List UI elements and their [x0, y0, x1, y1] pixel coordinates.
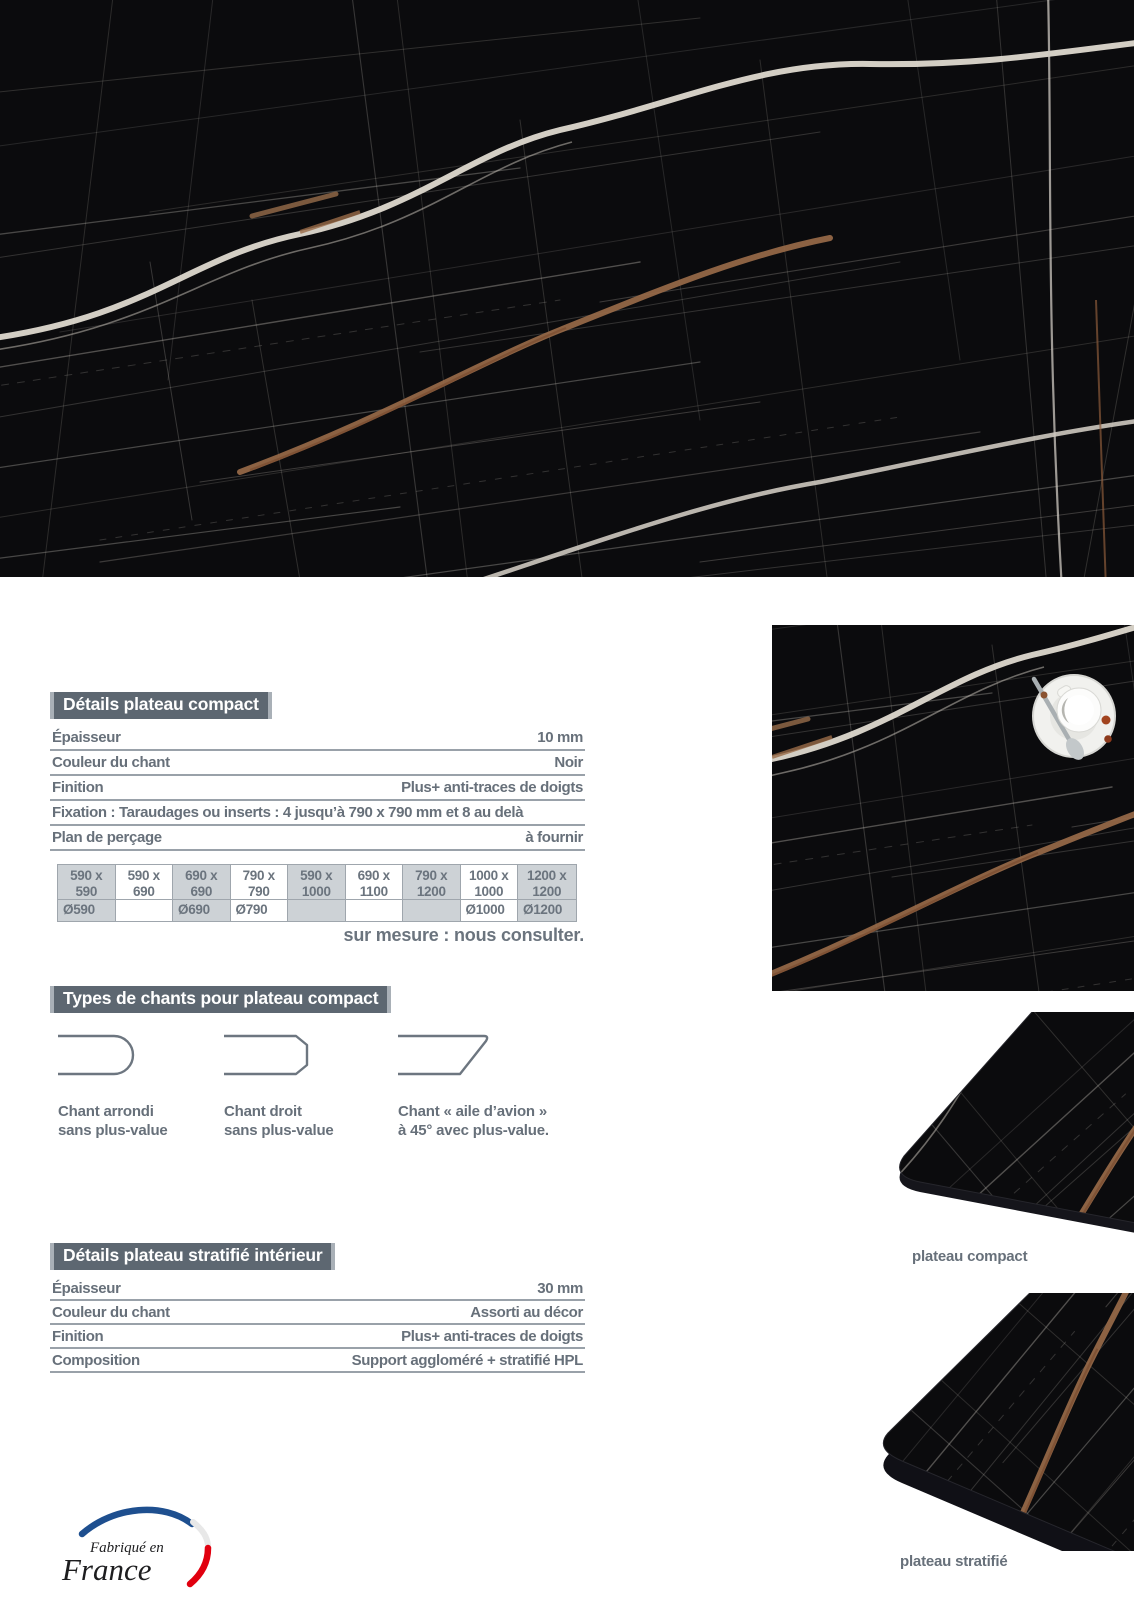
size-column: 590 x 690 [116, 865, 174, 921]
spec-value: Plus+ anti-traces de doigts [401, 779, 583, 796]
spec-label: Fixation : Taraudages ou inserts : 4 jusqu’à 790 x 790 mm et 8 au delà [52, 804, 524, 821]
spec-value: 10 mm [537, 729, 583, 746]
size-diameter: Ø790 [235, 902, 268, 917]
size-column: 690 x 690 Ø690 [173, 865, 231, 921]
chant-name: Chant arrondi [58, 1103, 154, 1120]
chant-detail: sans plus-value [58, 1122, 168, 1139]
plateau-compact-image [856, 1012, 1134, 1244]
spec-row [50, 1301, 585, 1325]
made-in-line1: Fabriqué en [90, 1540, 164, 1556]
spec-value: à fournir [525, 829, 583, 846]
spec-label: Couleur du chant [52, 1304, 170, 1321]
size-diameter: Ø1000 [465, 902, 505, 917]
spec-label: Finition [52, 1328, 104, 1345]
size-column: 590 x 590 Ø590 [58, 865, 116, 921]
size-diameter: Ø590 [63, 902, 95, 917]
size-diameter [346, 900, 403, 921]
chant-wing-icon [398, 1032, 498, 1078]
spec-row [50, 826, 585, 851]
spec-value: Noir [554, 754, 583, 771]
spec-label: Épaisseur [52, 1280, 121, 1297]
chant-detail: sans plus-value [224, 1122, 334, 1139]
spec-row [50, 751, 585, 776]
size-column: 590 x 1000 [288, 865, 346, 921]
size-diameter: Ø690 [178, 902, 210, 917]
spec-row [50, 776, 585, 801]
spec-row [50, 726, 585, 751]
chant-straight-icon [224, 1032, 316, 1078]
spec-value: Support aggloméré + stratifié HPL [351, 1352, 583, 1369]
sizes-table [57, 864, 577, 922]
custom-size-note: sur mesure : nous consulter. [343, 925, 584, 945]
size-column: 790 x 1200 [403, 865, 461, 921]
spec-row [50, 801, 585, 826]
caption-plateau-stratifie: plateau stratifié [900, 1553, 1008, 1570]
size-diameter [288, 900, 345, 921]
size-diameter: Ø1200 [523, 902, 563, 917]
chant-name: Chant « aile d’avion » [398, 1103, 547, 1120]
compact-details-title: Détails plateau compact [50, 692, 272, 719]
spec-value: 30 mm [537, 1280, 583, 1297]
chant-detail: à 45° avec plus-value. [398, 1122, 549, 1139]
spec-label: Épaisseur [52, 729, 121, 746]
chant-item-label [58, 1102, 238, 1140]
chant-rounded-icon [58, 1032, 150, 1078]
spec-value: Plus+ anti-traces de doigts [401, 1328, 583, 1345]
marble-swatch-cup-image [772, 625, 1134, 991]
size-column: 1000 x 1000 Ø1000 [461, 865, 519, 921]
chant-item-label [224, 1102, 404, 1140]
spec-row [50, 1277, 585, 1301]
chant-types-title: Types de chants pour plateau compact [50, 986, 391, 1013]
spec-label: Finition [52, 779, 104, 796]
made-in-line2: France [62, 1552, 152, 1587]
spec-label: Couleur du chant [52, 754, 170, 771]
spec-label: Composition [52, 1352, 140, 1369]
plateau-stratifie-image [850, 1293, 1134, 1551]
size-column: 690 x 1100 [346, 865, 404, 921]
spec-row [50, 1325, 585, 1349]
size-diameter [403, 900, 460, 921]
size-column: 790 x 790 Ø790 [231, 865, 289, 921]
stratifie-details-title: Détails plateau stratifié intérieur [50, 1243, 335, 1270]
compact-details-table [50, 726, 585, 851]
stratifie-details-table [50, 1277, 585, 1373]
spec-value: Assorti au décor [470, 1304, 583, 1321]
caption-plateau-compact: plateau compact [912, 1248, 1028, 1265]
made-in-france-logo [52, 1500, 232, 1595]
spec-row [50, 1349, 585, 1373]
chant-item-label [398, 1102, 578, 1140]
hero-marble-image [0, 0, 1134, 577]
spec-label: Plan de perçage [52, 829, 162, 846]
size-column: 1200 x 1200 Ø1200 [518, 865, 576, 921]
chant-name: Chant droit [224, 1103, 302, 1120]
size-diameter [116, 900, 173, 921]
